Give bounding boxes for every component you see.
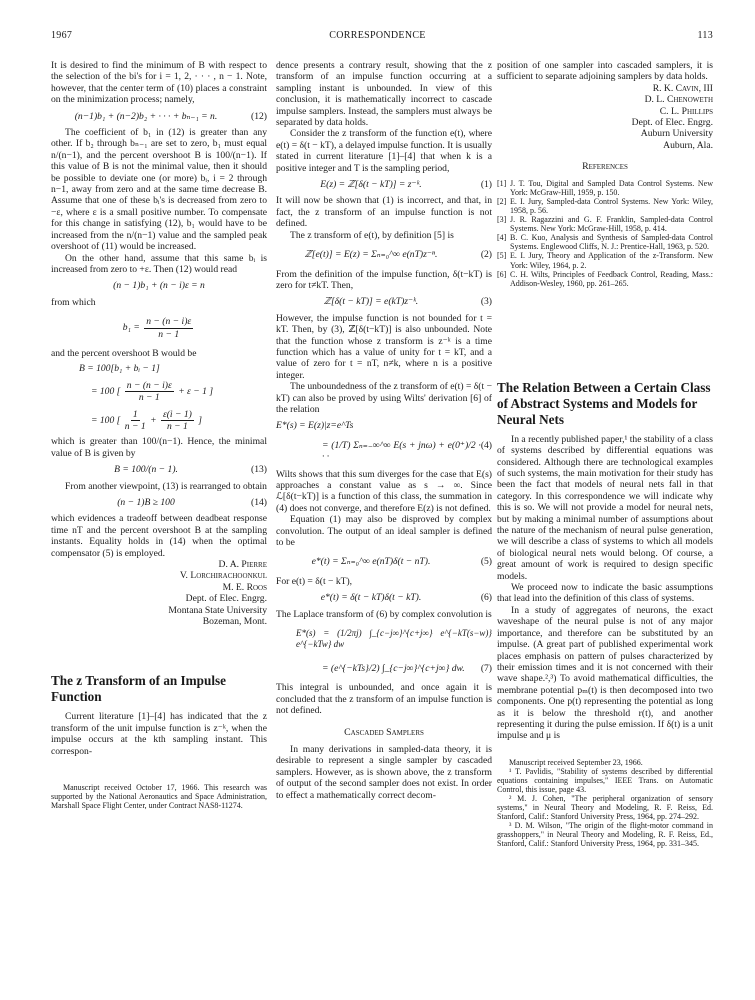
paragraph: From the definition of the impulse function, δ(t−kT) is zero for t≠kT. Then, — [276, 268, 492, 291]
column-2 — [276, 60, 492, 801]
equation-1: E(z) = ℤ[δ(t − kT)] = z⁻ᵏ. (1) — [320, 179, 492, 191]
paragraph: However, the impulse function is not bounded for t = kT. Then, by (3), ℤ[δ(t−kT)] is also unbounded. Note that the function whose z transform is z⁻ᵏ is a time function which has a value of unity for t = kT, and a value of zero for t = nT, n≠k, where n is a positive integer. — [276, 312, 492, 381]
equation-5: e*(t) = Σₙ₌₀^∞ e(nT)δ(t − nT). (5) — [311, 556, 492, 568]
paragraph: Consider the z transform of the function e(t), where e(t) = δ(t − kT), a delayed impulse function. It is usually stated in current literature [1]–[4] that when k is a positive integer and T is the sampling period, — [276, 128, 492, 174]
reference-item: [3] J. R. Ragazzini and G. F. Franklin, Sampled-data Control Systems. New York: McGraw-Hill, 1958, p. 414. — [497, 215, 713, 234]
article-title: The Relation Between a Certain Class of Abstract Systems and Models for Neural Nets — [497, 379, 711, 427]
paragraph: It will now be shown that (1) is incorrect, and that, in fact, the z transform of an impulse function is not defined. — [276, 195, 492, 230]
paragraph: From another viewpoint, (13) is rearranged to obtain — [65, 480, 267, 492]
equation-4: E*(s) = E(z)|z=e^Ts = (1/T) Σₙ₌₋∞^∞ E(s + jnω) + e(0⁺)/2 · · · (4) — [276, 420, 492, 463]
reference-item: [4] B. C. Kuo, Analysis and Synthesis of Sampled-data Control Systems. Englewood Cliffs, N. J.: Prentice-Hall, 1963, p. 520. — [497, 233, 713, 252]
paragraph: which is greater than 100/(n−1). Hence, the minimal value of B is given by — [51, 436, 267, 459]
header-year: 1967 — [51, 30, 73, 41]
author-signature: R. K. Cavin, III D. L. Chenoweth C. L. Phillips Dept. of Elec. Engrg. Auburn University Auburn, Ala. — [631, 82, 713, 151]
reference-item: [5] E. I. Jury, Theory and Application of the z-Transform. New York: Wiley, 1964, p. 2. — [497, 251, 713, 270]
paragraph: This integral is unbounded, and once again it is concluded that the z transform of an impulse function is not defined. — [276, 682, 492, 717]
paragraph: position of one sampler into cascaded samplers, it is sufficient to separate adjoining samplers by data holds. — [497, 60, 713, 83]
paragraph: Wilts shows that this sum diverges for the case that E(s) approaches a constant value as s → ∞. Since ℒ[δ(t−kT)] is a function of this class, the summation in (4) does not converge, and therefore E(z) is not defined. — [276, 468, 492, 514]
paragraph: In a study of aggregates of neurons, the exact waveshape of the neural pulse is not of any major importance, and therefore can be substituted by an impulse. (A great part of published experimental work places emphasis on pattern of pulses characterized by their emission times and it is not concerned with their wave shape.²,³) To avoid mathematical difficulties, the membrane potential pₘ(t) is then decomposed into two components. One p(t) representing the potential as long as it is below the threshold r(t), and another representing it during the pulse emission. If δ(t) is a unit impulse and μ is — [497, 604, 713, 742]
equation: (n − 1)b₁ + (n − i)ε = n — [113, 280, 205, 292]
paragraph: It is desired to find the minimum of B with respect to the selection of the bi's for i = 1, 2, · · · , n − 1. Note, however, that the center term of (10) places a constraint on the minimization process; namely, — [51, 60, 267, 106]
reference-item: [1] J. T. Tou, Digital and Sampled Data Control Systems. New York: McGraw-Hill, 1959, p. 150. — [497, 178, 713, 197]
column-1 — [51, 60, 267, 810]
equation-12: (n−1)b₁ + (n−2)b₂ + · · · + bₙ₋₁ = n. (12) — [74, 110, 267, 122]
paragraph: On the other hand, assume that this same bᵢ is increased from zero to +ε. Then (12) would read — [51, 252, 267, 275]
footnote: Manuscript received October 17, 1966. This research was supported by the National Aeronautics and Space Administration, Marshall Space Flight Center, under Contract NAS8-11274. — [51, 783, 267, 811]
article-title: The z Transform of an Impulse Function — [51, 673, 226, 705]
references-heading: References — [582, 161, 628, 173]
section-heading: Cascaded Samplers — [344, 726, 424, 738]
equation-3: ℤ[δ(t − kT)] = e(kT)z⁻ᵏ. (3) — [323, 296, 492, 308]
equation-13: B = 100/(n − 1). (13) — [114, 464, 267, 476]
column-3 — [497, 60, 713, 848]
paragraph: from which — [51, 296, 96, 308]
equation: b₁ = $\frac{n - (n - i)\varepsilon}{n - 1}$ — [122, 316, 192, 340]
paragraph: dence presents a contrary result, showing that the z transform of an impulse function occurring at a sampling instant is unbounded. In view of this conclusion, it is mathematically incorrect to cascade impulse samplers. Instead, the samplers must always be separated by data holds. — [276, 60, 492, 129]
reference-item: [6] C. H. Wilts, Principles of Feedback Control, Reading, Mass.: Addison-Wesley, 1960, pp. 261–265. — [497, 269, 713, 288]
equation-7: E*(s) = (1/2πj) ∫_{c−j∞}^{c+j∞} e^{−kT(s−w)} e^{−kTw} dw = (e^{−kTs}/2) ∫_{c−j∞}^{c+j∞} dw. (7) — [296, 628, 492, 674]
paragraph: For e(t) = δ(t − kT), — [276, 575, 353, 587]
reference-list — [497, 179, 713, 288]
paragraph: which evidences a tradeoff between deadbeat response time nT and the percent overshoot B at the sampling instants. Equality holds in (14) when the optimal compensator (5) is employed. — [51, 513, 267, 559]
header-section: CORRESPONDENCE — [329, 30, 426, 41]
paragraph: Equation (1) may also be disproved by complex convolution. The output of an ideal sampler is defined to be — [276, 514, 492, 549]
paragraph: The unboundedness of the z transform of e(t) = δ(t − kT) can also be proved by using Wilts' derivation [6] of the relation — [276, 381, 492, 415]
paragraph: In many derivations in sampled-data theory, it is desirable to represent a single sampler by cascaded samplers. However, as is shown above, the z transform of output of the second sampler does not exist. In order to effect a mathematically correct decom- — [276, 743, 492, 801]
footnotes: Manuscript received September 23, 1966. ¹ T. Pavlidis, "Stability of systems described by differential equations containing impulses," IEEE Trans. on Automatic Control, this issue, page 43. ² M. J. Cohen, "The peripheral organization of sensory systems," in Neural Theory and Modeling, R. F. Reiss, Ed. Stanford, Calif.: Stanford University Press, 1964, pp. 274–292. ³ D. M. Wilson, "The origin of the flight-motor command in grasshoppers," in Neural Theory and Modeling, R. F. Reiss, Ed., Stanford, Calif.: Stanford University Press, 1964, pp. 331–345. — [497, 757, 713, 848]
paragraph: Current literature [1]–[4] has indicated that the z transform of the unit impulse function is z⁻ᵏ, when the impulse occurs at the kth sampling instant. This correspon- — [51, 711, 267, 757]
paragraph: The z transform of e(t), by definition [5] is — [290, 229, 454, 241]
equation-6: e*(t) = δ(t − kT)δ(t − kT). (6) — [320, 592, 492, 604]
paragraph: We proceed now to indicate the basic assumptions that lead into the definition of this class of systems. — [497, 582, 713, 605]
paragraph: The Laplace transform of (6) by complex convolution is — [276, 608, 492, 620]
equation-overshoot: B = 100[b₁ + bᵢ − 1] = 100 [ $\frac{n - (n - i)\varepsilon}{n - 1}$ + ε − 1 ] = 100 [ $\frac{1}{n - 1}$ + $\frac{\varepsilon(i - 1)}{n - 1}$ ] — [79, 363, 214, 432]
author-signature: D. A. Pierre V. Lorchirachoonkul M. E. Roos Dept. of Elec. Engrg. Montana State University Bozeman, Mont. — [168, 559, 267, 628]
paragraph: The coefficient of b₁ in (12) is greater than any other. If b₂ through bₙ₋₁ are set to zero, b₁ must equal n/(n−1), and the percent overshoot B is 100/(n−1). If this value of B is not the minimal value, then it should be possible to deviate one (or more) bᵢ, i = 2 through n−1, away from zero and at the same time decrease B. Assume that one of these bᵢ's is decreased from zero to −ε, where ε is a small positive number. To compensate for this change in satisfying (12), b₁ would have to be increased from the n/(n−1) value and the sampled peak overshoot of (11) would be increased. — [51, 127, 267, 253]
header-page-number: 113 — [697, 30, 713, 41]
reference-item: [2] E. I. Jury, Sampled-data Control Systems. New York: Wiley, 1958, p. 56. — [497, 196, 713, 215]
equation-2: ℤ[e(t)] = E(z) = Σₙ₌₀^∞ e(nT)z⁻ⁿ. (2) — [304, 249, 492, 261]
equation-14: (n − 1)B ≥ 100 (14) — [117, 497, 267, 508]
paragraph: In a recently published paper,¹ the stability of a class of systems described by differential equations was considered. Although there are technological examples of such systems, the main motivation for their study has been the fact that models of neural nets fall in that category. In this correspondence we will indicate why this is so. We will not provide a model for neural nets, but by making a minimal number of assumptions about the nature of the mechanism of neural pulse generation, we will describe a class of systems to which all models of biological neural nets would belong. Of course, a great amount of work is required to design specific models. — [497, 433, 713, 582]
paragraph: and the percent overshoot B would be — [51, 347, 197, 359]
